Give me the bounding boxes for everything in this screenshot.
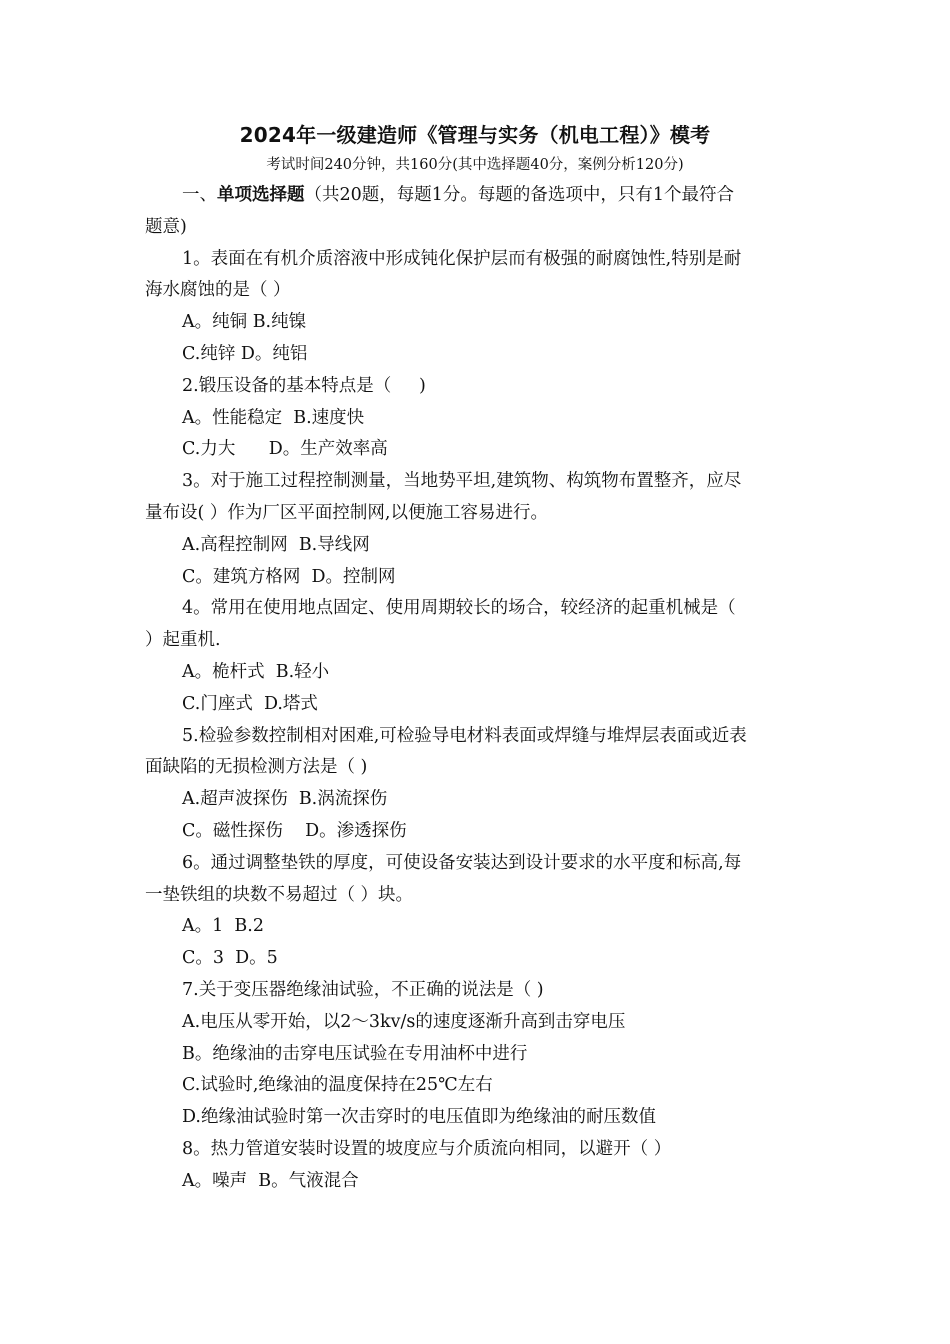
question-stem-cont: 量布设( ）作为厂区平面控制网,以便施工容易进行。 xyxy=(145,502,548,523)
section-description-cont: 题意) xyxy=(145,216,187,237)
question-stem: 6。通过调整垫铁的厚度，可使设备安装达到设计要求的水平度和标高,每 xyxy=(182,852,742,873)
question-stem: 7.关于变压器绝缘油试验，不正确的说法是（ ) xyxy=(182,979,544,1000)
question-options: C.纯锌 D。纯铝 xyxy=(182,343,308,364)
section-heading-title: 单项选择题 xyxy=(217,185,305,205)
question-options: A.高程控制网 B.导线网 xyxy=(182,534,370,555)
exam-body xyxy=(145,180,805,1198)
question-stem: 4。常用在使用地点固定、使用周期较长的场合，较经济的起重机械是（ xyxy=(182,598,736,619)
question-options: A。性能稳定 B.速度快 xyxy=(182,407,365,428)
question-options: A。噪声 B。气液混合 xyxy=(182,1170,359,1191)
question-options: D.绝缘油试验时第一次击穿时的电压值即为绝缘油的耐压数值 xyxy=(182,1107,656,1128)
exam-title: 2024年一级建造师《管理与实务（机电工程）》模考 xyxy=(239,123,711,147)
question-stem-cont: 一垫铁组的块数不易超过（ ）块。 xyxy=(145,884,414,905)
question-stem-cont: 面缺陷的无损检测方法是（ ) xyxy=(145,757,368,778)
question-options: C.力大 D。生产效率高 xyxy=(182,439,388,460)
question-options: C。3 D。5 xyxy=(182,948,278,969)
question-options: A.电压从零开始，以2～3kv/s的速度逐渐升高到击穿电压 xyxy=(182,1011,626,1032)
question-options: A。纯铜 B.纯镍 xyxy=(182,312,307,333)
question-options: A。1 B.2 xyxy=(182,916,264,937)
section-description: （共20题，每题1分。每题的备选项中，只有1个最符合 xyxy=(304,185,735,205)
question-stem-cont: ）起重机. xyxy=(145,630,221,651)
question-options: B。绝缘油的击穿电压试验在专用油杯中进行 xyxy=(182,1043,528,1064)
question-stem: 1。表面在有机介质溶液中形成钝化保护层而有极强的耐腐蚀性,特别是耐 xyxy=(182,248,742,269)
question-options: C。建筑方格网 D。控制网 xyxy=(182,566,396,587)
question-stem: 2.锻压设备的基本特点是（ ) xyxy=(182,375,426,396)
question-options: A.超声波探伤 B.涡流探伤 xyxy=(182,789,388,810)
question-stem: 5.检验参数控制相对困难,可检验导电材料表面或焊缝与堆焊层表面或近表 xyxy=(182,725,747,746)
question-stem: 3。对于施工过程控制测量，当地势平坦,建筑物、构筑物布置整齐，应尽 xyxy=(182,471,742,492)
exam-subtitle: 考试时间240分钟，共160分(其中选择题40分，案例分析120分) xyxy=(266,157,684,173)
question-stem: 8。热力管道安装时设置的坡度应与介质流向相同，以避开（ ） xyxy=(182,1138,672,1159)
question-stem-cont: 海水腐蚀的是（ ） xyxy=(145,280,291,301)
question-options: C.试验时,绝缘油的温度保持在25℃左右 xyxy=(182,1075,493,1096)
section-heading xyxy=(145,180,805,212)
section-prefix: 一、 xyxy=(182,185,217,205)
question-options: C。磁性探伤 D。渗透探伤 xyxy=(182,820,407,841)
question-options: C.门座式 D.塔式 xyxy=(182,693,318,714)
question-options: A。桅杆式 B.轻小 xyxy=(182,661,330,682)
